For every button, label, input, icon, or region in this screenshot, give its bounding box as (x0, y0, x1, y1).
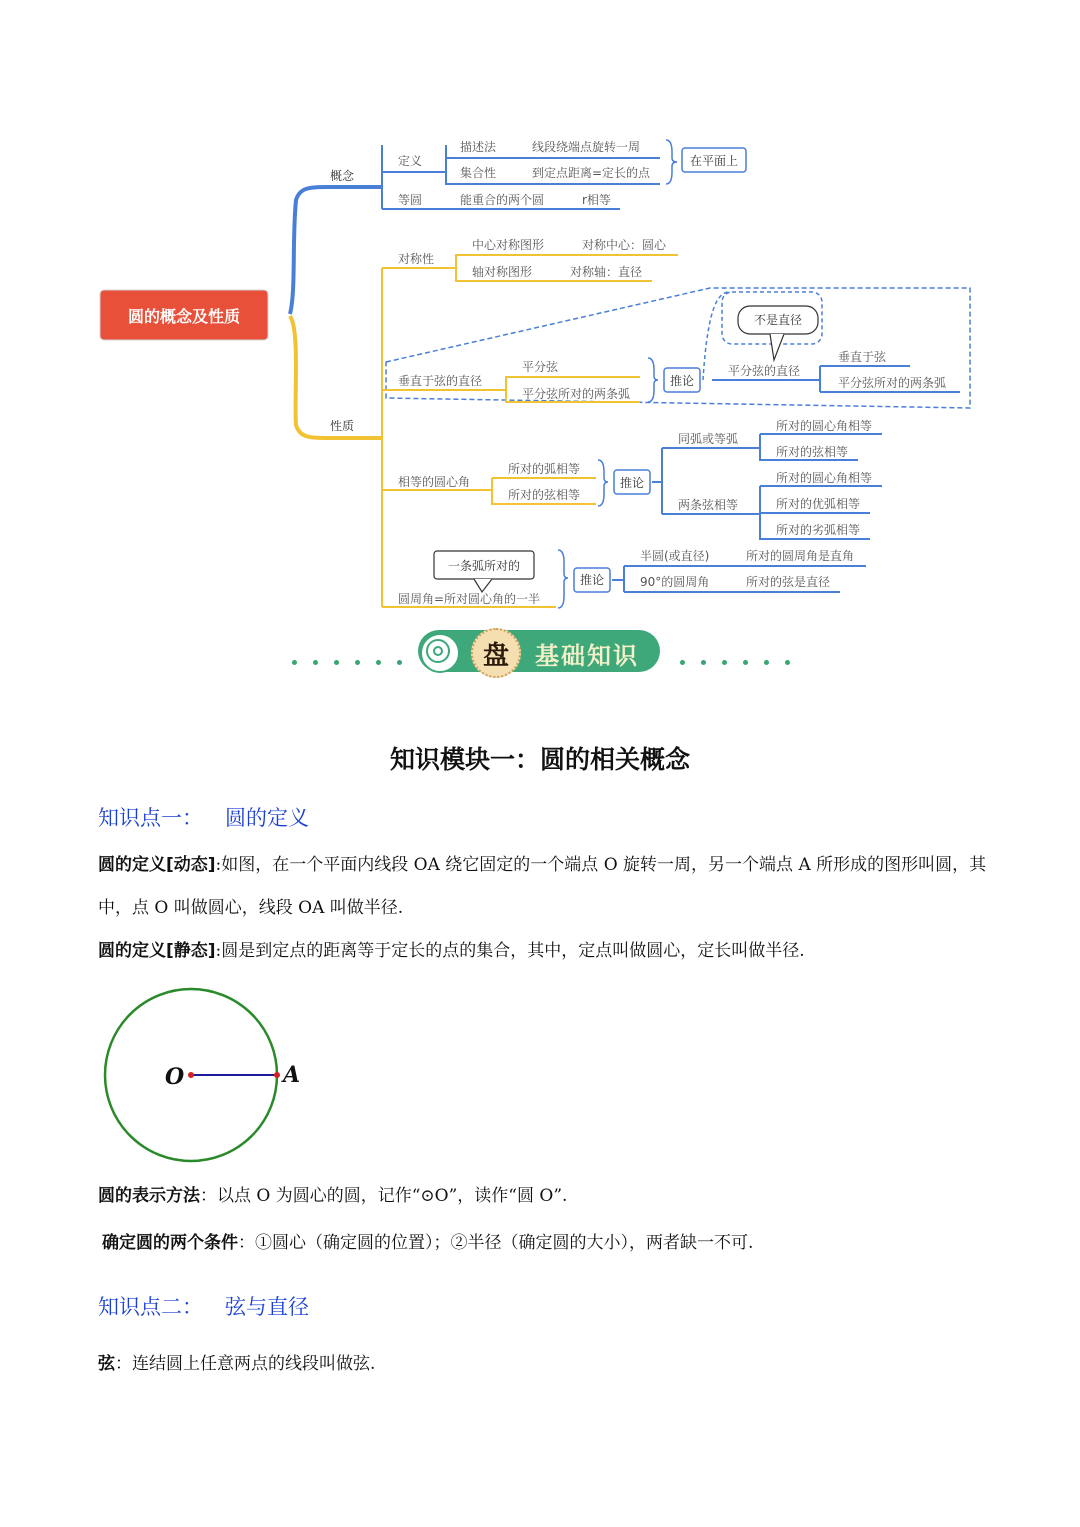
axis-axis: 对称轴：直径 (570, 265, 643, 279)
knowledge-point-2 (98, 1291, 309, 1321)
kp2-name: 弦与直径 (225, 1296, 309, 1319)
equal-circle: 等圆 (398, 193, 423, 207)
concept-label: 概念 (330, 169, 355, 183)
notation (98, 1175, 988, 1218)
two-chords-r4: 所对的优弧相等 (776, 497, 861, 511)
eq-r: r相等 (582, 193, 611, 207)
kp2-label: 知识点二： (98, 1296, 203, 1319)
chord-label: 弦 (98, 1354, 115, 1374)
set-prop: 集合性 (460, 166, 497, 180)
desc-method: 描述法 (460, 140, 497, 154)
infer-1: 推论 (669, 374, 695, 388)
perp-to-chord: 垂直于弦 (838, 350, 887, 364)
desc-text: 线段绕端点旋转一周 (532, 140, 641, 154)
bisect-arcs: 平分弦所对的两条弧 (522, 387, 631, 401)
infer-3: 推论 (579, 573, 605, 587)
definition-static (98, 930, 988, 973)
eq-text: 能重合的两个圆 (460, 193, 545, 207)
conditions (102, 1222, 992, 1265)
not-diam: 不是直径 (753, 313, 803, 327)
label-O: O (165, 1064, 185, 1090)
kp1-label: 知识点一： (98, 807, 203, 830)
definition-label: 定义 (398, 154, 423, 168)
notation-text: ：以点 O 为圆心的圆，记作“⊙O”，读作“圆 O”. (200, 1186, 568, 1206)
two-chords-r3: 所对的圆心角相等 (776, 471, 873, 485)
infer-2: 推论 (619, 476, 645, 490)
central-sym: 中心对称图形 (472, 238, 545, 252)
symmetry: 对称性 (398, 252, 435, 266)
def-static-text: :圆是到定点的距离等于定长的点的集合，其中，定点叫做圆心，定长叫做半径. (215, 941, 805, 961)
center-point-O (188, 1072, 194, 1078)
same-arc-r2: 所对的弦相等 (776, 445, 849, 459)
semi-res: 所对的圆周角是直角 (746, 549, 855, 563)
def-dyn-text: :如图，在一个平面内线段 OA 绕它固定的一个端点 O 旋转一周，另一个端点 A 所形成的图形叫圆，其中，点 O 叫做圆心，线段 OA 叫做半径. (98, 855, 987, 918)
semicircle: 半圆(或直径) (640, 549, 710, 563)
banner-dots-right (680, 660, 790, 665)
label-A: A (283, 1062, 301, 1088)
root-label: 圆的概念及性质 (127, 307, 241, 326)
conditions-text: ：①圆心（确定圆的位置）；②半径（确定圆的大小），两者缺一不可. (238, 1233, 754, 1253)
chord-definition (98, 1343, 988, 1386)
knowledge-point-1 (98, 802, 309, 832)
central-center: 对称中心：圆心 (582, 238, 667, 252)
property-label: 性质 (330, 419, 355, 433)
mind-map (0, 0, 1080, 625)
banner-dots-left (292, 660, 402, 665)
page-title: 知识模块一：圆的相关概念 (389, 745, 690, 774)
two-chords: 两条弦相等 (678, 498, 739, 512)
ninety-res: 所对的弦是直径 (746, 575, 831, 589)
same-arc: 同弧或等弧 (678, 432, 739, 446)
circle-figure (95, 980, 335, 1170)
target-icon (426, 639, 450, 663)
chord-text: ：连结圆上任意两点的线段叫做弦. (115, 1354, 376, 1374)
banner-text: 基础知识 (535, 641, 639, 670)
conditions-label: 确定圆的两个条件 (102, 1233, 238, 1253)
bisect-arcs-2: 平分弦所对的两条弧 (838, 376, 947, 390)
kp1-name: 圆的定义 (225, 807, 309, 830)
equal-central: 相等的圆心角 (398, 475, 471, 489)
def-dyn-label: 圆的定义[动态] (98, 855, 216, 875)
point-A (274, 1072, 280, 1078)
one-arc: 一条弧所对的 (447, 559, 521, 573)
two-chords-r5: 所对的劣弧相等 (776, 523, 861, 537)
set-text: 到定点距离=定长的点 (532, 166, 651, 180)
same-arc-r1: 所对的圆心角相等 (776, 419, 873, 433)
on-plane: 在平面上 (689, 154, 739, 168)
notation-label: 圆的表示方法 (98, 1186, 200, 1206)
bisect-chord-diam: 平分弦的直径 (728, 364, 801, 378)
seal-icon: 盘 (471, 628, 521, 678)
definition-dynamic (98, 844, 988, 930)
ninety: 90°的圆周角 (640, 575, 710, 589)
branch-concept (290, 187, 382, 314)
inscribed: 圆周角=所对圆心角的一半 (398, 592, 541, 606)
bisect-chord: 平分弦 (522, 360, 559, 374)
eq-chords: 所对的弦相等 (508, 488, 581, 502)
eq-arcs: 所对的弧相等 (508, 462, 581, 476)
def-static-label: 圆的定义[静态] (98, 941, 216, 961)
perp-diam: 垂直于弦的直径 (398, 374, 483, 388)
axis-sym: 轴对称图形 (472, 265, 533, 279)
